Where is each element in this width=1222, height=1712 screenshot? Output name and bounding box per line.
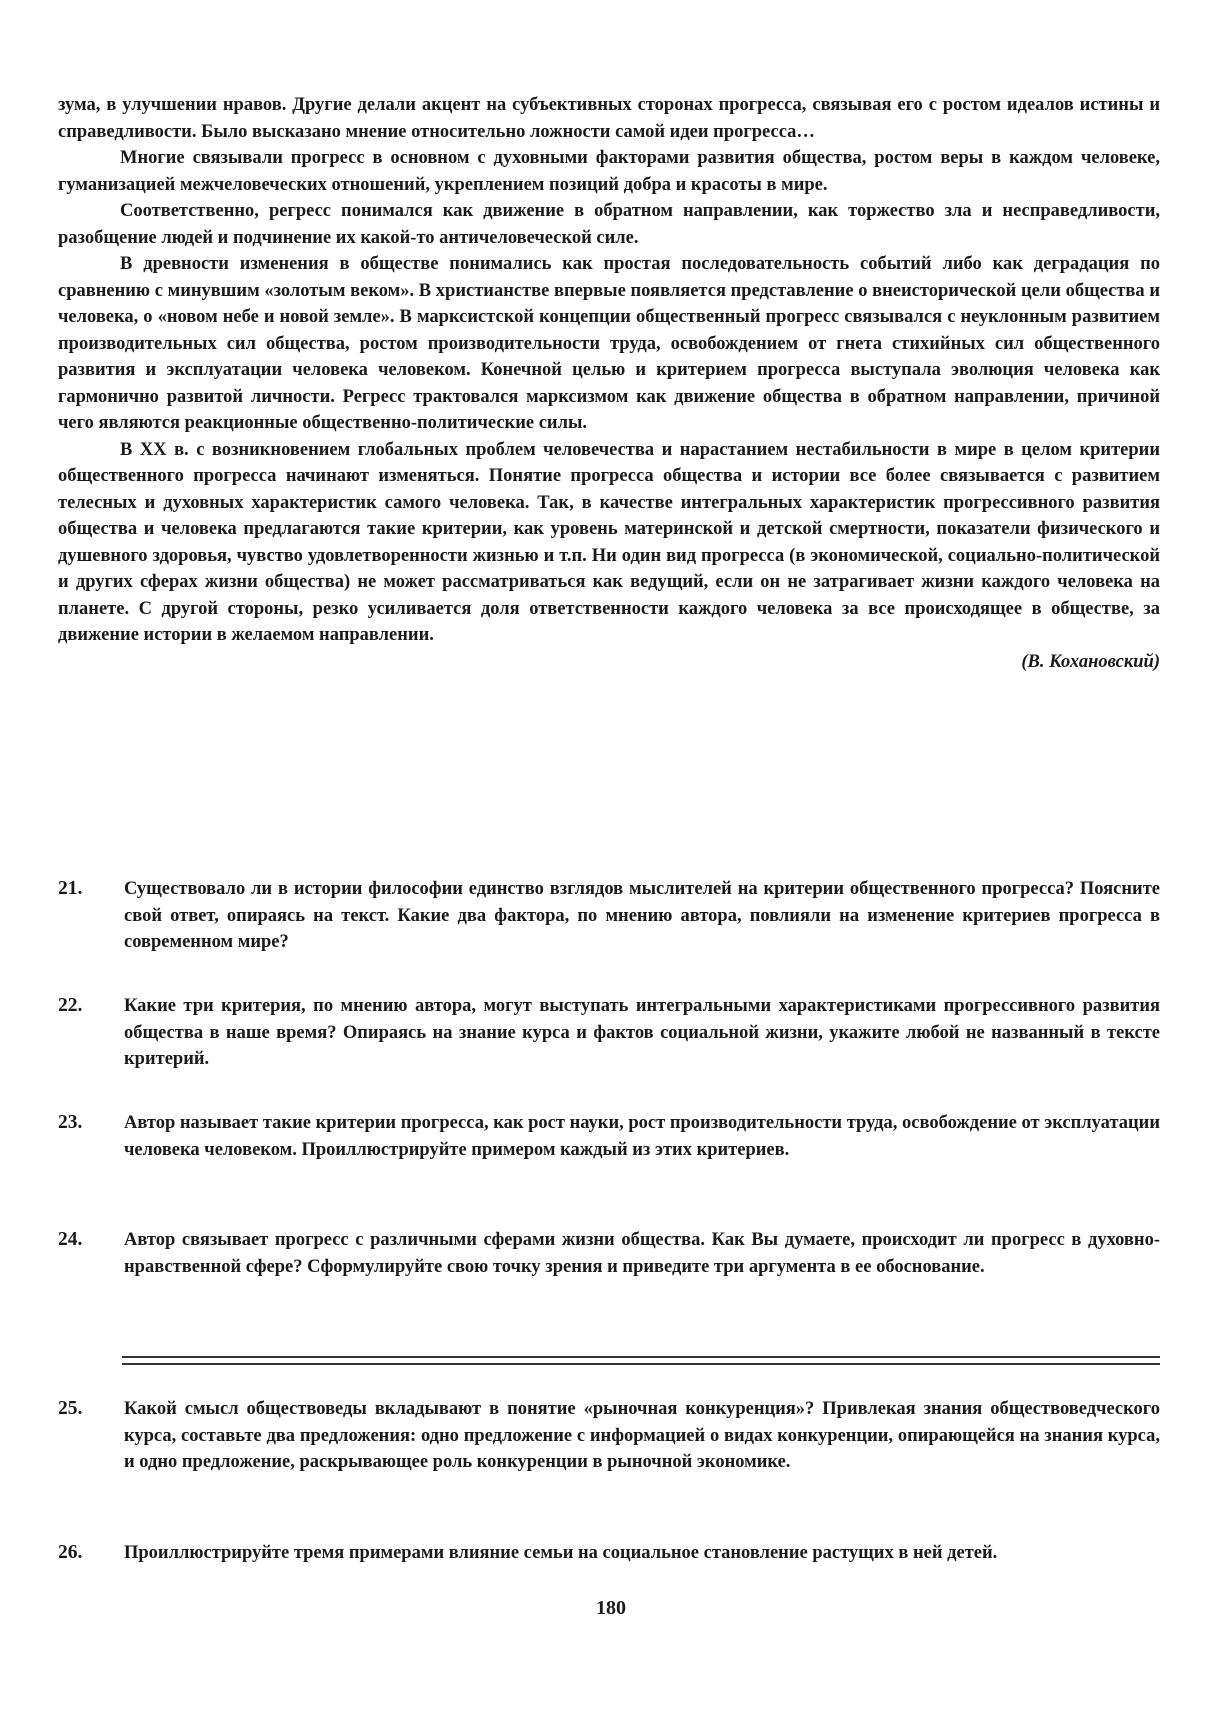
question-number: 26. (58, 1542, 83, 1563)
question-22 (58, 993, 1160, 1073)
question-text: Какой смысл обществоведы вкладывают в понятие «рыночная конкуренция»? Привлекая знания обществоведческого курса, составьте два предложения: одно предложение с информацией о видах конкуренции, опирающейся на знания курса, и одно предложение, раскрывающее роль конкуренции в рыночной экономике. (124, 1399, 1160, 1472)
question-text: Автор связывает прогресс с различными сферами жизни общества. Как Вы думаете, происходит ли прогресс в духовно-нравственной сфере? Сформулируйте свою точку зрения и приведите три аргумента в ее обоснование. (124, 1230, 1160, 1277)
paragraph: В древности изменения в обществе понимались как простая последовательность событий либо как деградация по сравнению с минувшим «золотым веком». В христианстве впервые появляется представление о внеисторической цели общества и человека, о «новом небе и новой земле». В марксистской концепции общественный прогресс связывался с неуклонным развитием производительных сил общества, ростом производительности труда, освобождением от гнета стихийных сил общественного развития и эксплуатации человека человеком. Конечной целью и критерием прогресса выступала эволюция человека как гармонично развитой личности. Регресс трактовался марксизмом как движение общества в обратном направлении, причиной чего являются реакционные общественно-политические силы. (58, 254, 1160, 433)
question-26 (58, 1540, 1160, 1567)
question-text: Автор называет такие критерии прогресса, как рост науки, рост производительности труда, освобождение от эксплуатации человека человеком. Проиллюстрируйте примером каждый из этих критериев. (124, 1113, 1160, 1160)
question-23 (58, 1110, 1160, 1163)
question-number: 24. (58, 1229, 83, 1250)
main-text (58, 92, 1160, 675)
question-number: 21. (58, 878, 83, 899)
question-text: Какие три критерия, по мнению автора, могут выступать интегральными характеристиками прогрессивного развития общества в наше время? Опираясь на знание курса и фактов социальной жизни, укажите любой не названный в тексте критерий. (124, 996, 1160, 1069)
paragraph: В XX в. с возникновением глобальных проблем человечества и нарастанием нестабильности в мире в целом критерии общественного прогресса начинают изменяться. Понятие прогресса общества и истории все более связывается с развитием телесных и духовных характеристик самого человека. Так, в качестве интегральных характеристик прогрессивного развития общества и человека предлагаются такие критерии, как уровень материнской и детской смертности, показатели физического и душевного здоровья, чувство удовлетворенности жизнью и т.п. Ни один вид прогресса (в экономической, социально-политической и других сферах жизни общества) не может рассматриваться как ведущий, если он не затрагивает жизни каждого человека на планете. С другой стороны, резко усиливается доля ответственности каждого человека за все происходящее в обществе, за движение истории в желаемом направлении. (58, 439, 1160, 645)
paragraph: зума, в улучшении нравов. Другие делали акцент на субъективных сторонах прогресса, связывая его с ростом идеалов истины и справедливости. Было высказано мнение относительно ложности самой идеи прогресса… (58, 95, 1160, 142)
question-text: Проиллюстрируйте тремя примерами влияние семьи на социальное становление растущих в ней детей. (124, 1543, 998, 1563)
question-21 (58, 876, 1160, 956)
author-attribution: (В. Кохановский) (1021, 651, 1160, 672)
paragraph: Многие связывали прогресс в основном с духовными факторами развития общества, ростом веры в каждом человеке, гуманизацией межчеловеческих отношений, укреплением позиций добра и красоты в мире. (58, 148, 1160, 195)
question-number: 23. (58, 1112, 83, 1133)
question-25 (58, 1396, 1160, 1476)
question-24 (58, 1227, 1160, 1280)
question-number: 25. (58, 1398, 83, 1419)
question-number: 22. (58, 995, 83, 1016)
question-text: Существовало ли в истории философии единство взглядов мыслителей на критерии общественного прогресса? Поясните свой ответ, опираясь на текст. Какие два фактора, по мнению автора, повлияли на изменение критериев прогресса в современном мире? (124, 879, 1160, 952)
paragraph: Соответственно, регресс понимался как движение в обратном направлении, как торжество зла и несправедливости, разобщение людей и подчинение их какой-то античеловеческой силе. (58, 201, 1160, 248)
section-divider (122, 1356, 1160, 1365)
page-number: 180 (596, 1597, 626, 1619)
